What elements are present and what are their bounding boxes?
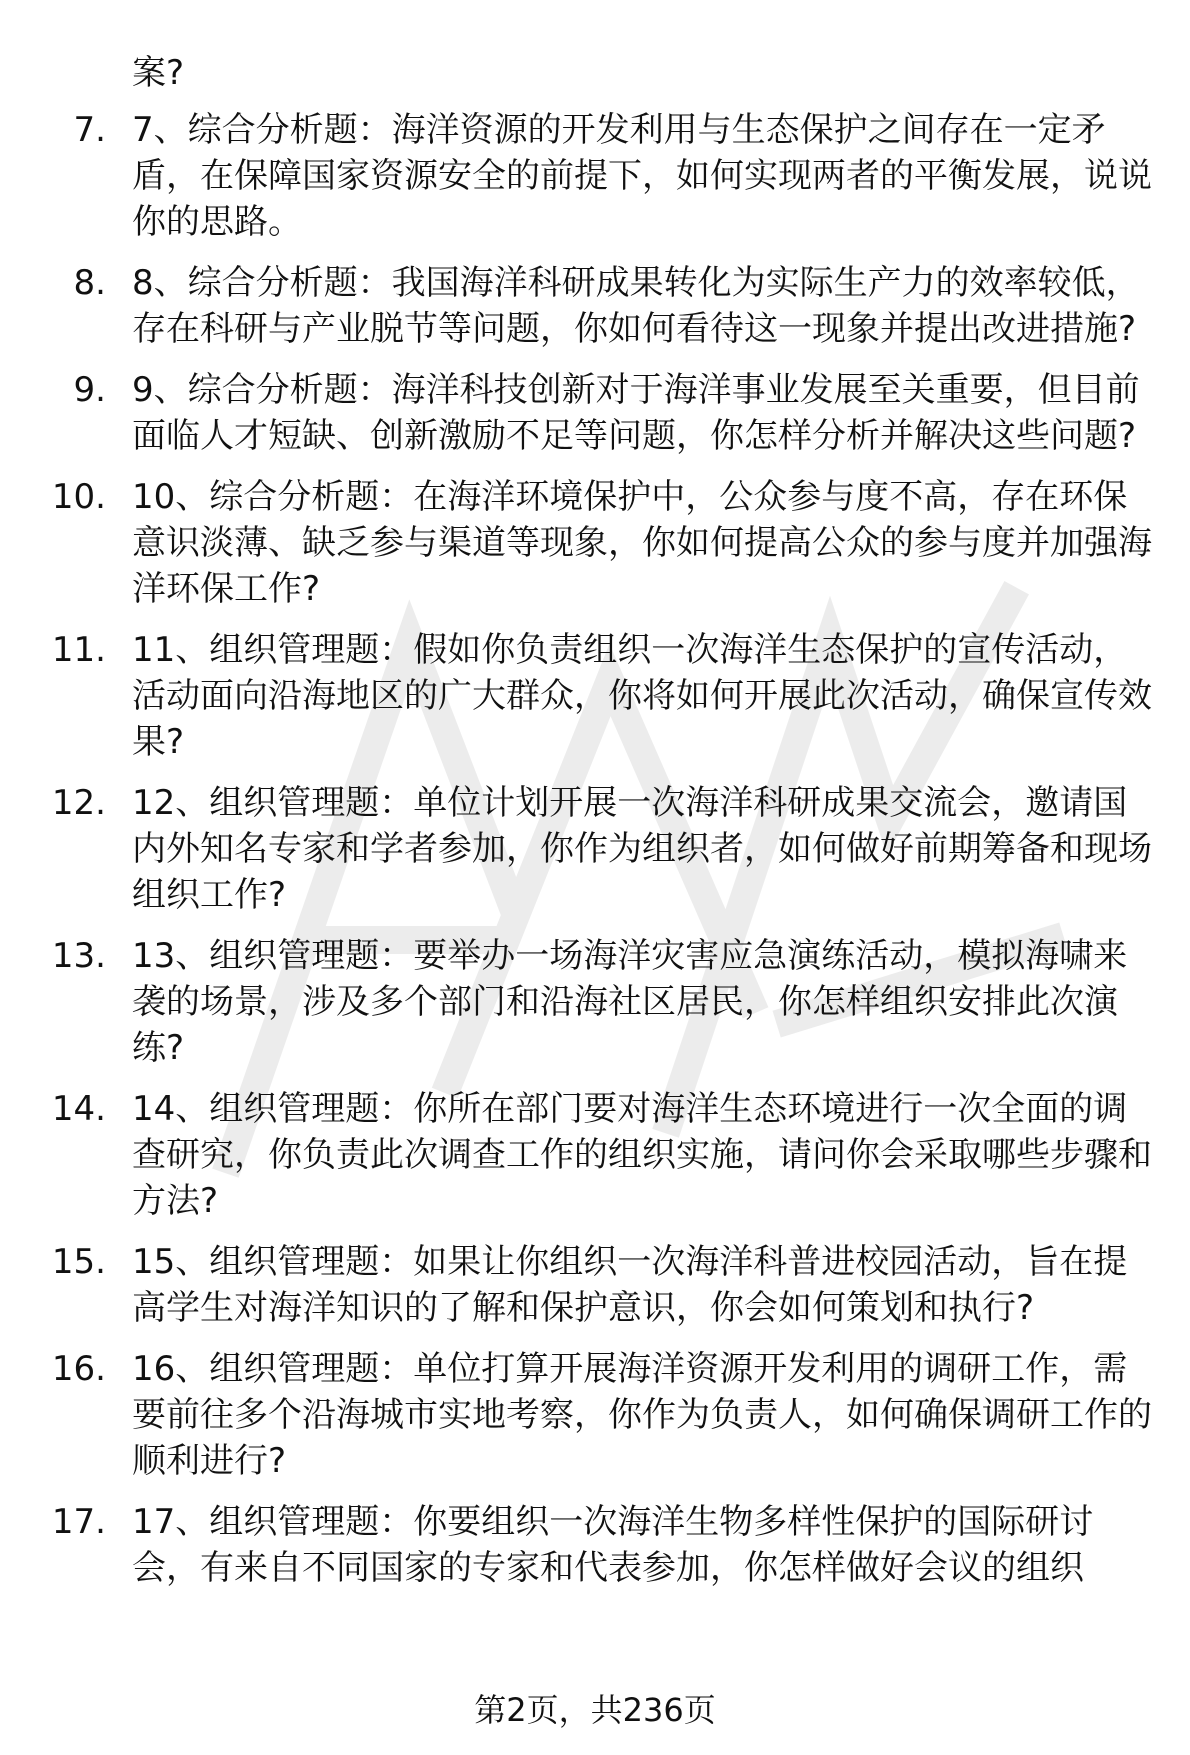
question-number: 13. [51,936,106,976]
question-list [0,107,1190,1606]
question-item [0,780,1190,918]
question-text: 10、综合分析题：在海洋环境保护中，公众参与度不高，存在环保意识淡薄、缺乏参与渠道等现象，你如何提高公众的参与度并加强海洋环保工作? [132,477,1152,609]
question-item [0,1499,1190,1591]
question-item [0,933,1190,1071]
question-text: 14、组织管理题：你所在部门要对海洋生态环境进行一次全面的调查研究，你负责此次调查工作的组织实施，请问你会采取哪些步骤和方法? [132,1089,1152,1221]
question-text: 15、组织管理题：如果让你组织一次海洋科普进校园活动，旨在提高学生对海洋知识的了解和保护意识，你会如何策划和执行? [132,1242,1128,1328]
question-text: 13、组织管理题：要举办一场海洋灾害应急演练活动，模拟海啸来袭的场景，涉及多个部门和沿海社区居民，你怎样组织安排此次演练? [132,936,1128,1068]
continuation-text: 案? [132,53,185,93]
question-number: 15. [51,1242,106,1282]
page-footer: 第2页，共236页 [474,1691,716,1729]
question-text: 11、组织管理题：假如你负责组织一次海洋生态保护的宣传活动，活动面向沿海地区的广大群众，你将如何开展此次活动，确保宣传效果? [132,630,1152,762]
question-item [0,474,1190,612]
question-number: 7. [73,110,106,150]
question-item [0,627,1190,765]
question-number: 10. [51,477,106,517]
question-number: 9. [73,370,106,410]
question-number: 17. [51,1502,106,1542]
question-text: 16、组织管理题：单位打算开展海洋资源开发利用的调研工作，需要前往多个沿海城市实地考察，你作为负责人，如何确保调研工作的顺利进行? [132,1349,1152,1481]
question-text: 8、综合分析题：我国海洋科研成果转化为实际生产力的效率较低，存在科研与产业脱节等问题，你如何看待这一现象并提出改进措施? [132,263,1140,349]
question-text: 7、综合分析题：海洋资源的开发利用与生态保护之间存在一定矛盾，在保障国家资源安全的前提下，如何实现两者的平衡发展，说说你的思路。 [132,110,1152,242]
question-item [0,1346,1190,1484]
question-item [0,260,1190,352]
question-item [0,367,1190,459]
question-number: 11. [51,630,106,670]
question-text: 17、组织管理题：你要组织一次海洋生物多样性保护的国际研讨会，有来自不同国家的专家和代表参加，你怎样做好会议的组织 [132,1502,1094,1588]
question-item [0,107,1190,245]
question-number: 14. [51,1089,106,1129]
question-number: 8. [73,263,106,303]
question-text: 9、综合分析题：海洋科技创新对于海洋事业发展至关重要，但目前面临人才短缺、创新激励不足等问题，你怎样分析并解决这些问题? [132,370,1140,456]
question-text: 12、组织管理题：单位计划开展一次海洋科研成果交流会，邀请国内外知名专家和学者参加，你作为组织者，如何做好前期筹备和现场组织工作? [132,783,1152,915]
question-number: 12. [51,783,106,823]
question-number: 16. [51,1349,106,1389]
question-item [0,1086,1190,1224]
question-item [0,1239,1190,1331]
